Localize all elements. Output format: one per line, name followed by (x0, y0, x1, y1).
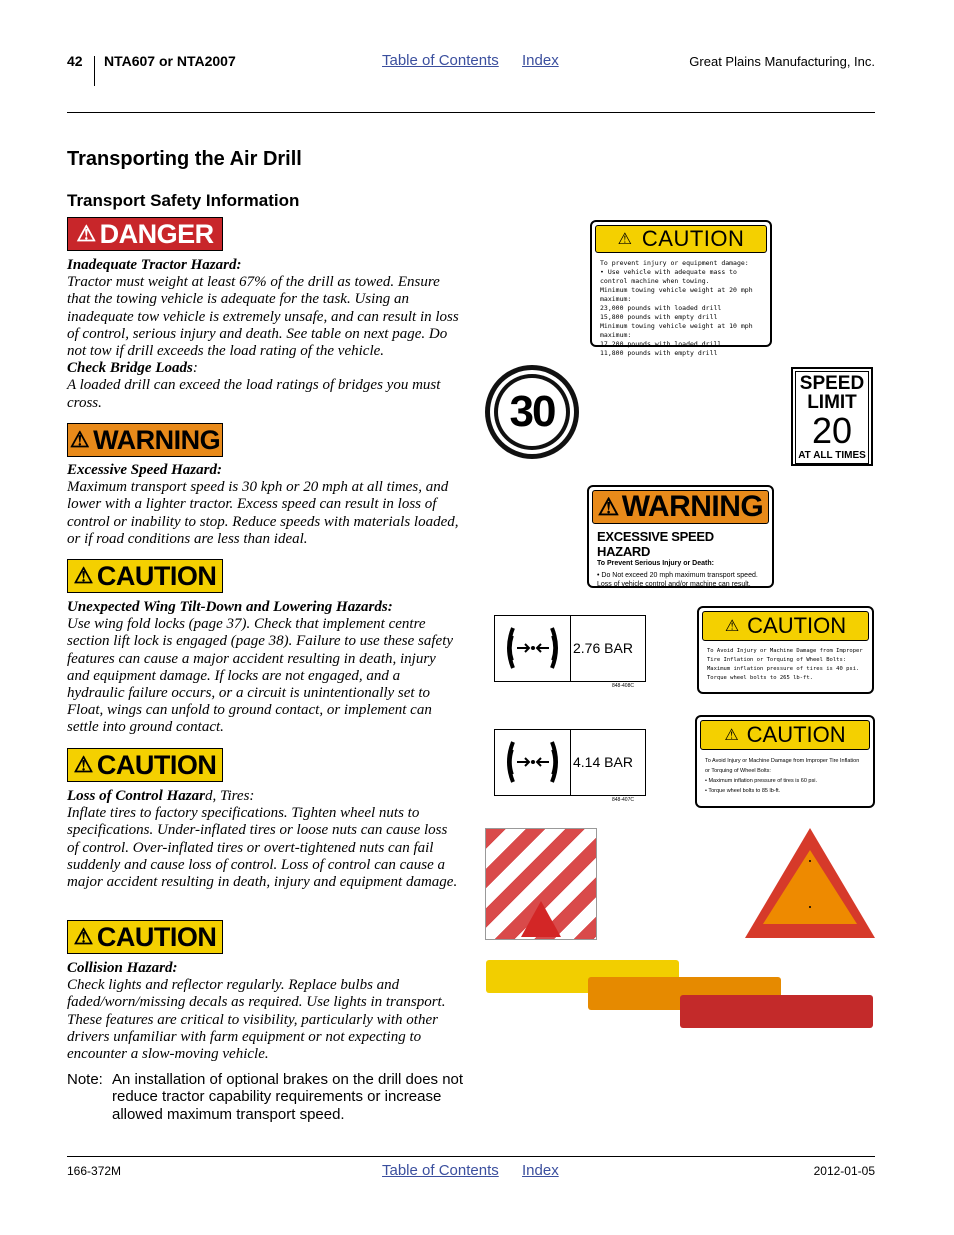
caution-decal-tires3-text (697, 753, 873, 799)
limit-word: LIMIT (807, 392, 857, 413)
caution-signal-collision (67, 920, 223, 954)
control-hazard-title-rest: d, Tires: (204, 788, 255, 804)
company-name: Great Plains Manufacturing, Inc. (689, 54, 875, 69)
warning-triangle-icon: ⚠ (73, 563, 93, 588)
caution-decal-towing-text (592, 256, 770, 361)
index-link-bottom[interactable]: Index (522, 1162, 559, 1179)
decal-line: To Avoid Injury or Machine Damage from Improper Tire Inflation or Torquing of Wheel Bolts: (705, 758, 860, 774)
caution-decal-tires-40psi (697, 606, 874, 694)
caution-label: CAUTION (96, 560, 217, 591)
decal-line: 23,000 pounds with loaded drill (600, 304, 722, 312)
tire-pressure-decal-1 (494, 615, 646, 682)
tire-pressure-decal-2 (494, 729, 646, 796)
collision-hazard-title: Collision Hazard: (67, 960, 178, 976)
tire-decal-code-1: 848-408C (612, 683, 634, 689)
smv-emblem-icon (745, 828, 875, 940)
tractor-hazard-block: Inadequate Tractor Hazard: Tractor must weight at least 67% of the drill as towed. Ensure that the towing vehicle is adequate for the task. Using an inadequate tow vehicle is extremely unsafe, and can result in loss of control, serious injury and death. See table on next page. Do not tow if drill exceeds the load rating of the vehicle. Check Bridge Loads: A loaded drill can exceed the load ratings of bridges you must cross. (67, 257, 459, 411)
speed-limit-word: SPEED (799, 373, 865, 394)
warning-decal-speed (587, 485, 774, 588)
toc-link-top[interactable]: Table of Contents (382, 52, 499, 69)
note-block (67, 1071, 467, 1123)
warning-decal-sub: To Prevent Serious Injury or Death: (597, 560, 714, 567)
tractor-hazard-title: Inadequate Tractor Hazard: (67, 257, 242, 273)
decal-line: • Torque wheel bolts to 85 lb-ft. (705, 788, 781, 794)
caution-signal-control (67, 748, 223, 782)
warning-triangle-icon: ⚠ (724, 618, 740, 635)
decal-line: 17,200 pounds with loaded drill (600, 340, 722, 348)
note-text: An installation of optional brakes on the drill does not reduce tractor capability requirements or increase allowed maximum transport speed. (112, 1071, 464, 1123)
warning-decal-band (592, 490, 769, 524)
speed-hazard-text: Maximum transport speed is 30 kph or 20 mph at all times, and lower with a lighter tractor. Excess speed can result in loss of control or inability to stop. Reduce speeds with materials loaded, or if road conditions are less than ideal. (67, 479, 459, 547)
caution-decal-label: CAUTION (641, 226, 745, 251)
tire-icon (495, 730, 571, 795)
speed-30-value: 30 (498, 378, 566, 446)
decal-line: • Use vehicle with adequate mass to control machine when towing. (600, 268, 737, 285)
doc-number: 166-372M (67, 1164, 122, 1178)
doc-date: 2012-01-05 (813, 1164, 875, 1178)
header-divider (94, 56, 95, 86)
caution-decal-band (702, 611, 869, 641)
speed-limit-sign (791, 367, 873, 466)
warning-triangle-icon: ⚠ (69, 427, 90, 452)
bridge-hazard-text: A loaded drill can exceed the load ratings of bridges you must cross. (67, 377, 441, 411)
danger-label: DANGER (99, 218, 214, 249)
warning-decal-bullet: • Do Not exceed 20 mph maximum transport speed. Loss of vehicle control and/or machine can result. (597, 572, 758, 588)
collision-hazard-text: Check lights and reflector regularly. Replace bulbs and faded/worn/missing decals as required. Use lights in transport. These features are critical to visibility, particularly with other drivers unfamiliar with farm equipment or not expecting to encounter a slow-moving vehicle. (67, 977, 446, 1063)
wing-hazard-title: Unexpected Wing Tilt-Down and Lowering Hazards: (67, 599, 393, 615)
speed-30-sign (485, 365, 579, 459)
collision-hazard-block (67, 960, 459, 1063)
wing-hazard-text: Use wing fold locks (page 37). Check that implement centre section lift lock is engaged (page 38). Failure to use these safety features can cause a major accident resulting in death, injury and equipment damage. If locks are not engaged, and a hydraulic failure occurs, or a circuit is unintentionally set to Float, wings can unfold to ground contact, or implement can settle into ground contact. (67, 616, 454, 736)
warning-triangle-icon: ⚠ (724, 727, 739, 744)
red-reflector-strip (680, 995, 873, 1028)
model-name: NTA607 or NTA2007 (104, 53, 236, 69)
decal-line: To Avoid Injury or Machine Damage from Improper Tire Inflation or Torquing of Wheel Bolts: (707, 648, 863, 663)
tire-icon (495, 616, 571, 681)
caution-decal-band (700, 720, 870, 750)
section-title: Transporting the Air Drill (67, 148, 302, 170)
header-rule (67, 112, 875, 113)
index-link-top[interactable]: Index (522, 52, 559, 69)
warning-triangle-icon: ⚠ (617, 231, 632, 248)
caution-decal-tires-text (699, 644, 872, 686)
caution-decal-label: CAUTION (746, 722, 846, 747)
decal-line: 15,800 pounds with empty drill (600, 313, 718, 321)
control-hazard-title: Loss of Control Hazar (67, 788, 205, 804)
at-all-times: AT ALL TIMES (798, 450, 866, 461)
decal-line: Minimum towing vehicle weight at 20 mph maximum: (600, 286, 753, 303)
caution-decal-label: CAUTION (747, 613, 847, 638)
tire-pressure-value-2: 4.14 BAR (573, 754, 633, 770)
decal-line: Minimum towing vehicle weight at 10 mph maximum: (600, 322, 753, 339)
caution-decal-towing (590, 220, 772, 357)
decal-line: Torque wheel bolts to 265 lb-ft. (707, 675, 813, 681)
control-hazard-block (67, 788, 459, 891)
tractor-hazard-text: Tractor must weight at least 67% of the drill as towed. Ensure that the towing vehicle is adequate for the task. Using an inadequate tow vehicle is extremely unsafe, and can result in loss of control, serious injury and death. See table on next page. Do not tow if drill exceeds the load rating of the vehicle. (67, 274, 459, 360)
control-hazard-text: Inflate tires to factory specifications. Tighten wheel nuts to specifications. Under-inflated tires or loose nuts can cause loss of control. Over-inflated tires or overt-tightened nuts can fail suddenly and cause loss of control. Loss of control can cause a major accident resulting in death, injury and equipment damage. (67, 805, 458, 891)
speed-hazard-title: Excessive Speed Hazard: (67, 462, 222, 478)
tire-pressure-value-1: 2.76 BAR (573, 640, 633, 656)
decal-line: To prevent injury or equipment damage: (600, 259, 749, 267)
smv-triangle-icon (486, 829, 597, 940)
decal-line: 11,800 pounds with empty drill (600, 349, 718, 357)
warning-triangle-icon: ⚠ (76, 221, 96, 246)
wing-hazard-block (67, 599, 459, 737)
page-number: 42 (67, 53, 83, 69)
caution-label: CAUTION (96, 749, 217, 780)
warning-triangle-icon: ⚠ (73, 752, 93, 777)
warning-triangle-icon: ⚠ (597, 493, 619, 521)
toc-link-bottom[interactable]: Table of Contents (382, 1162, 499, 1179)
caution-label: CAUTION (96, 921, 217, 952)
subsection-title: Transport Safety Information (67, 191, 300, 210)
striped-reflector-panel (485, 828, 597, 940)
decal-line: • Maximum inflation pressure of tires is 60 psi. (705, 778, 817, 784)
warning-signal (67, 423, 223, 457)
footer-rule (67, 1156, 875, 1157)
caution-decal-band (595, 225, 767, 253)
warning-triangle-icon: ⚠ (73, 924, 93, 949)
warning-decal-heading: EXCESSIVE SPEED HAZARD (597, 529, 714, 559)
decal-line: Maximum inflation pressure of tires is 40 psi. (707, 666, 860, 672)
speed-limit-value: 20 (811, 410, 853, 451)
warning-label: WARNING (93, 424, 221, 455)
danger-signal (67, 217, 223, 251)
tire-decal-code-2: 848-407C (612, 797, 634, 803)
note-label: Note: (67, 1071, 103, 1088)
caution-decal-tires-60psi (695, 715, 875, 808)
caution-signal-wing (67, 559, 223, 593)
bridge-hazard-title: Check Bridge Loads (67, 360, 193, 377)
speed-hazard-block (67, 462, 459, 548)
warning-decal-label: WARNING (621, 490, 764, 523)
